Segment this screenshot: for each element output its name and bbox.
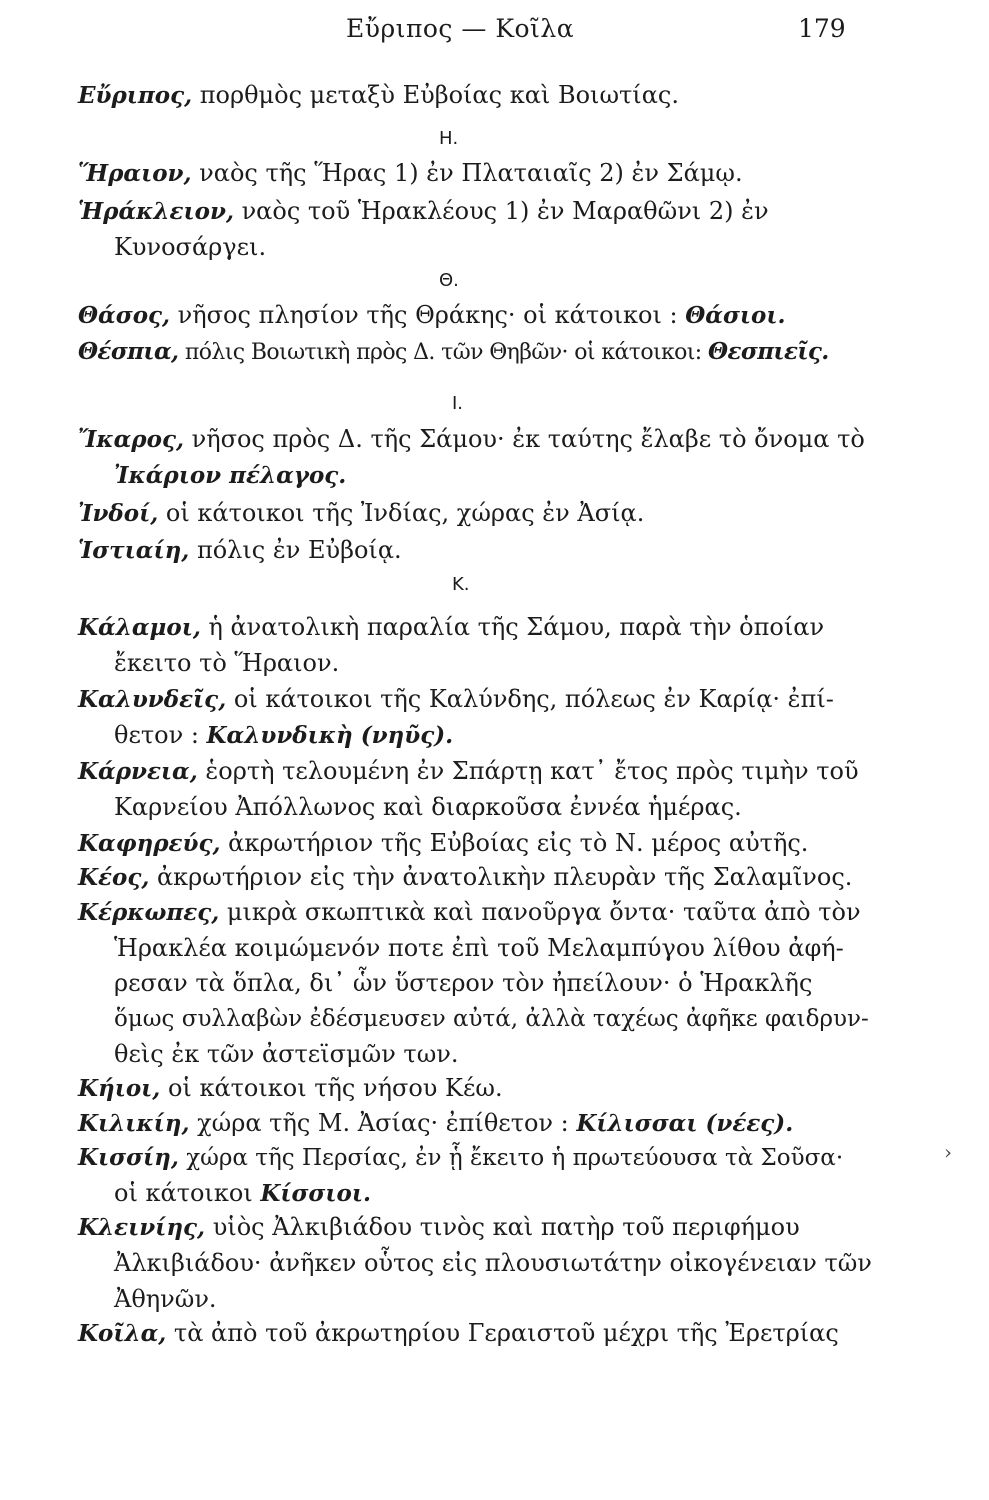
entry-kaphereus [78,828,808,859]
headword: Κάλαμοι, [78,614,201,641]
margin-mark: › [944,1140,952,1164]
headword: Κοῖλα, [78,1320,167,1347]
entry-herakleion-continued: Κυνοσάργει. [114,233,267,261]
definition: νῆσος πρὸς Δ. τῆς Σάμου· ἐκ ταύτης ἔλαβε τὸ ὄνομα τὸ [183,425,865,453]
entry-kleinies [78,1212,800,1243]
headword: Ἱστιαίη, [78,537,190,564]
entry-evripos [78,80,679,111]
definition: χώρα τῆς Περσίας, ἐν ᾗ ἔκειτο ἡ πρωτεύουσα τὰ Σοῦσα· [178,1145,844,1171]
derived-term: Καλυνδικὴ (νηῦς). [206,722,454,749]
definition: ἡ ἀνατολικὴ παραλία τῆς Σάμου, παρὰ τὴν ὁποίαν [200,613,825,641]
page-number: 179 [798,14,846,43]
entry-kalyndeis-continued [114,720,453,751]
entry-indoi [78,498,644,529]
entry-kerkopes-line-4: ὅμως συλλαβὼν ἐδέσμευσεν αὐτά, ἀλλὰ ταχέως ἀφῆκε φαιδρυν- [114,1006,869,1032]
definition: ἀκρωτήριον εἰς τὴν ἀνατολικὴν πλευρὰν τῆς Σαλαμῖνος. [149,863,853,891]
entry-karneia [78,756,859,787]
section-letter-iota: Ι. [452,393,464,414]
headword: Κιλικίη, [78,1110,190,1137]
entry-kalamoi-continued: ἔκειτο τὸ Ἥραιον. [114,649,340,677]
entry-kalyndeis [78,684,834,715]
entry-kissie [78,1143,843,1173]
definition: οἱ κάτοικοι τῆς νήσου Κέω. [160,1074,503,1102]
headword: Θάσος, [78,302,171,329]
definition-continued: θετον : [114,721,207,749]
definition: υἱὸς Ἀλκιβιάδου τινὸς καὶ πατὴρ τοῦ περιφήμου [205,1213,800,1241]
entry-keioi [78,1073,503,1104]
entry-kerkopes-line-3: ρεσαν τὰ ὅπλα, δι᾽ ὧν ὕστερον τὸν ἠπείλουν· ὁ Ἡρακλῆς [114,969,813,997]
headword: Ἴκαρος, [78,426,184,453]
headword: Κήιοι, [78,1075,161,1102]
definition: ἀκρωτήριον τῆς Εὐβοίας εἰς τὸ Ν. μέρος αὐτῆς. [220,829,809,857]
headword: Θέσπια, [78,338,179,365]
derived-term: Θάσιοι. [685,302,786,329]
entry-karneia-continued: Καρνείου Ἀπόλλωνος καὶ διαρκοῦσα ἐννέα ἡμέρας. [114,793,742,821]
entry-herakleion [78,196,769,227]
headword: Ἰνδοί, [78,500,159,527]
headword: Ἥραιον, [78,160,192,187]
definition: ἑορτὴ τελουμένη ἐν Σπάρτῃ κατ᾽ ἔτος πρὸς τιμὴν τοῦ [197,757,859,785]
headword: Κάρνεια, [78,758,198,785]
headword: Κέος, [78,864,150,891]
entry-koila [78,1318,839,1349]
entry-kleinies-line-2: Ἀλκιβιάδου· ἀνῆκεν οὗτος εἰς πλουσιωτάτην οἰκογένειαν τῶν [114,1249,872,1277]
section-letter-eta: Η. [439,128,459,149]
entry-heraion [78,158,743,189]
headword: Εὔριπος, [78,82,193,109]
derived-term: Ἰκάριον πέλαγος. [114,462,347,489]
running-title: Εὔριπος — Κοῖλα [346,14,575,43]
entry-ikaros [78,424,865,455]
definition: ναὸς τῆς Ἥρας 1) ἐν Πλαταιαῖς 2) ἐν Σάμῳ. [191,159,743,187]
entry-thasos [78,300,786,331]
definition: μικρὰ σκωπτικὰ καὶ πανοῦργα ὄντα· ταῦτα ἀπὸ τὸν [219,898,861,926]
headword: Κέρκωπες, [78,899,220,926]
headword: Καφηρεύς, [78,830,221,857]
derived-term: Κίλισσαι (νέες). [576,1110,794,1137]
definition-continued: οἱ κάτοικοι [114,1179,261,1207]
definition: τὰ ἀπὸ τοῦ ἀκρωτηρίου Γεραιστοῦ μέχρι τῆς Ἐρετρίας [166,1319,839,1347]
definition: ναὸς τοῦ Ἡρακλέους 1) ἐν Μαραθῶνι 2) ἐν [233,197,769,225]
entry-kalamoi [78,612,824,643]
definition: πορθμὸς μεταξὺ Εὐβοίας καὶ Βοιωτίας. [192,81,679,109]
entry-keos [78,862,852,893]
headword: Ἡράκλειον, [78,198,234,225]
entry-kerkopes-line-5: θεὶς ἐκ τῶν ἀστεϊσμῶν των. [114,1040,459,1068]
definition: οἱ κάτοικοι τῆς Καλύνδης, πόλεως ἐν Καρίᾳ· ἐπί- [226,685,834,713]
entry-kleinies-line-3: Ἀθηνῶν. [114,1285,217,1313]
derived-term: Θεσπιεῖς. [708,338,829,365]
entry-thespia [78,337,829,368]
entry-kissie-continued [114,1178,371,1209]
page-header [0,14,989,48]
entry-kerkopes-line-2: Ἡρακλέα κοιμώμενόν ποτε ἐπὶ τοῦ Μελαμπύγου λίθου ἀφή- [114,934,844,962]
entry-istiaie [78,535,402,566]
entry-kerkopes [78,897,861,928]
definition: χώρα τῆς Μ. Ἀσίας· ἐπίθετον : [189,1109,577,1137]
entry-ikaros-continued [114,460,346,491]
headword: Κισσίη, [78,1144,179,1171]
definition: πόλις ἐν Εὐβοίᾳ. [189,536,402,564]
definition: οἱ κάτοικοι τῆς Ἰνδίας, χώρας ἐν Ἀσίᾳ. [158,499,645,527]
headword: Κλεινίης, [78,1214,206,1241]
headword: Καλυνδεῖς, [78,686,227,713]
entry-kilikie [78,1108,793,1139]
section-letter-theta: Θ. [439,270,459,291]
definition: πόλις Βοιωτικὴ πρὸς Δ. τῶν Θηβῶν· οἱ κάτοικοι: [178,340,709,365]
derived-term: Κίσσιοι. [260,1180,371,1207]
definition: νῆσος πλησίον τῆς Θράκης· οἱ κάτοικοι : [170,301,686,329]
section-letter-kappa: Κ. [452,574,470,595]
